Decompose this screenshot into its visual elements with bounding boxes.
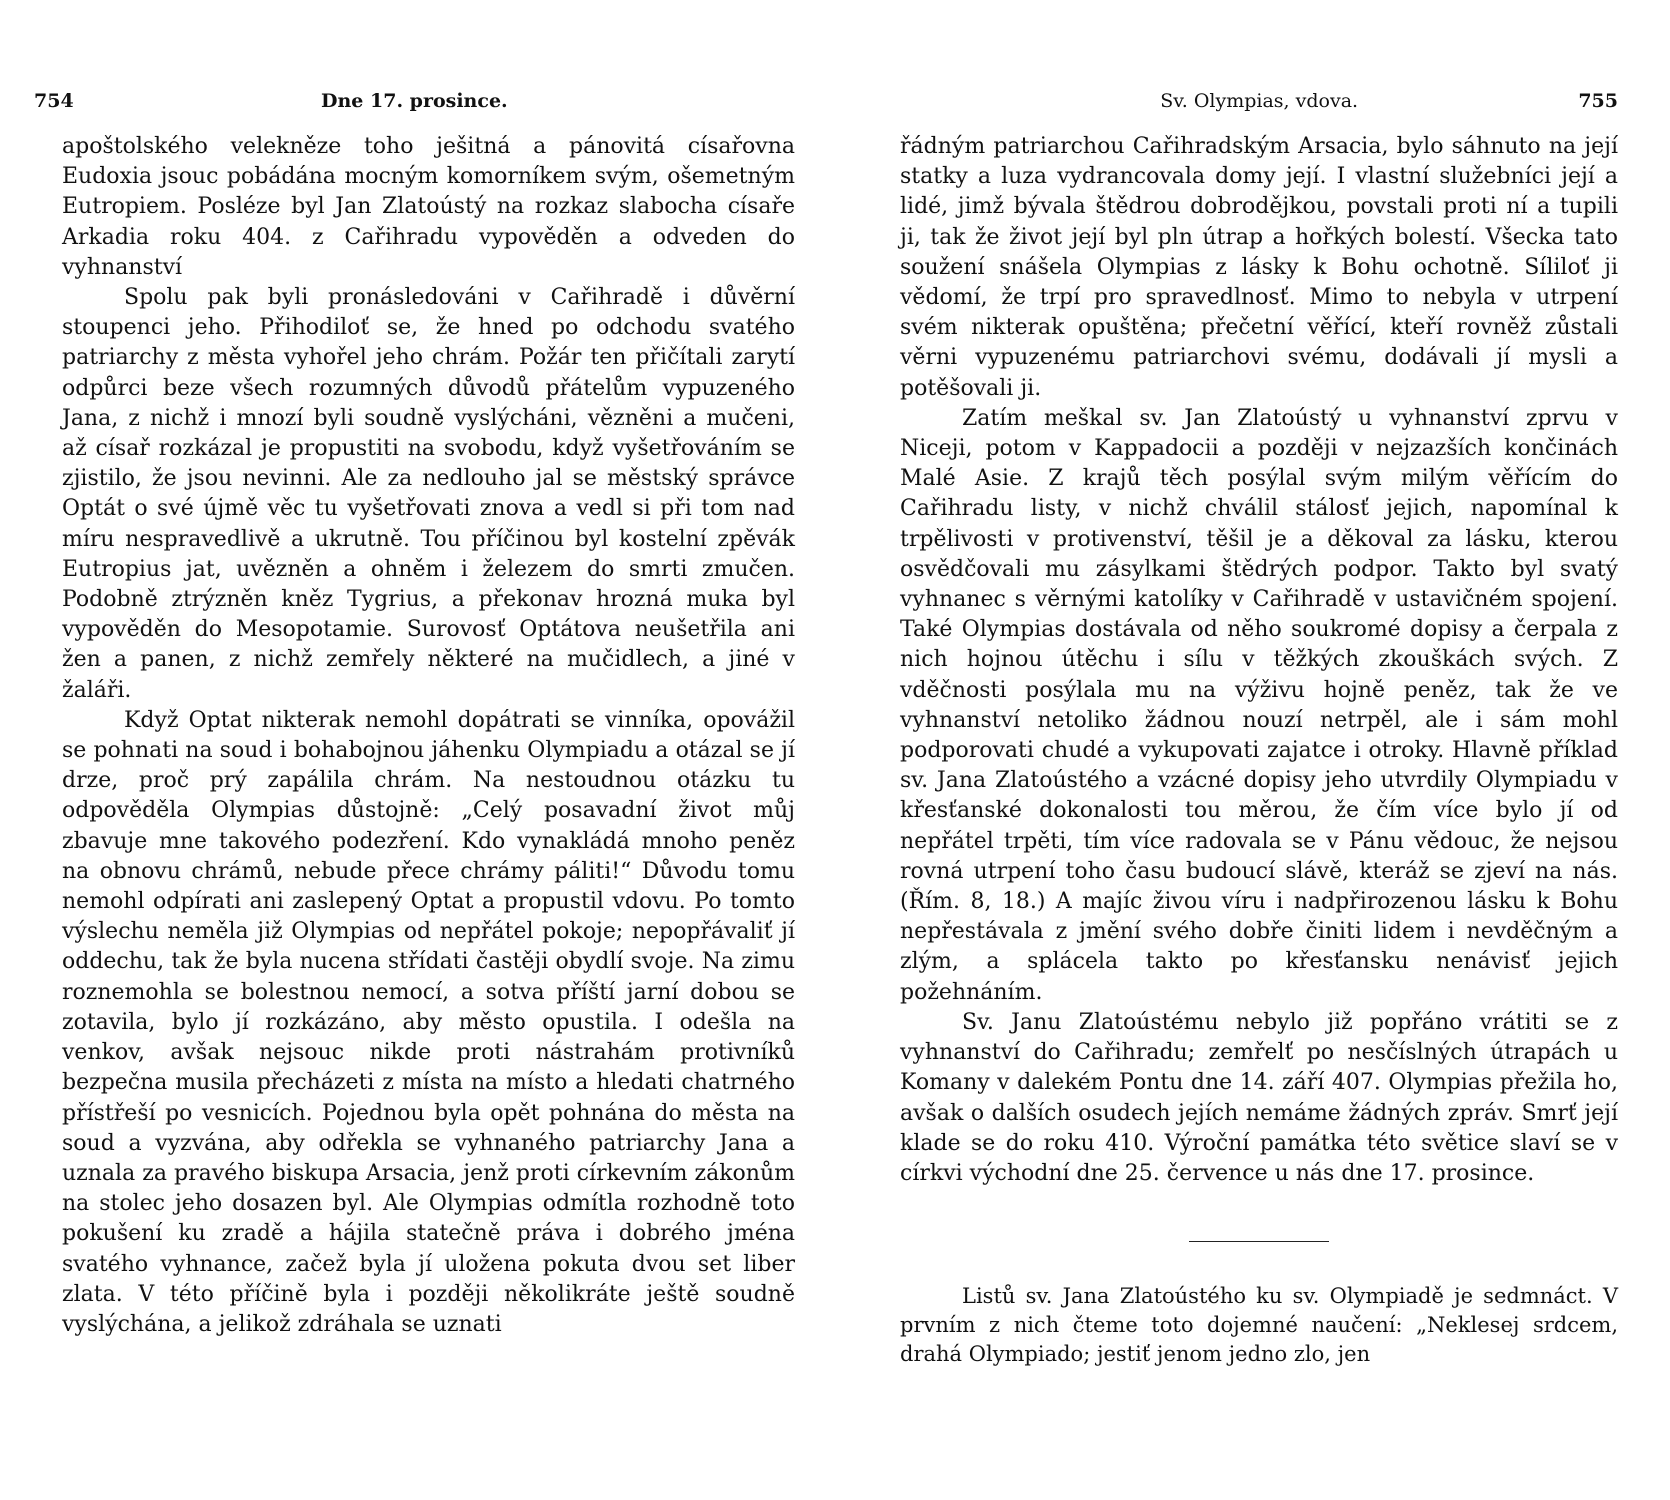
- left-page-number: 754: [34, 90, 74, 112]
- left-paragraph-1: apoštolského velekněze toho ješitná a pánovitá císařovna Eudoxia jsouc pobádána mocným komorníkem svým, ošemetným Eutropiem. Posléze byl Jan Zlatoústý na rozkaz slabocha císaře Arkadia roku 404. z Cařihradu vypověděn a odveden do vyhnanství: [62, 134, 795, 280]
- footnote-text: Listů sv. Jana Zlatoústého ku sv. Olympiadě je sedmnáct. V prvním z nich čteme toto dojemné naučení: „Neklesej srdcem, drahá Olympiado; jestiť jenom jedno zlo, jen: [900, 1284, 1618, 1367]
- footnote-divider: [1189, 1241, 1329, 1242]
- right-running-title: Sv. Olympias, vdova.: [1160, 90, 1359, 112]
- footnote: [900, 1282, 1618, 1369]
- right-paragraph-1: řádným patriarchou Cařihradským Arsacia, bylo sáhnuto na její statky a luza vydrancovala domy její. I vlastní služebníci její a lidé, jimž bývala štědrou dobrodějkou, povstali proti ní a tupili ji, tak že život její byl pln útrap a hořkých bolestí. Všecka tato soužení snášela Olympias z lásky k Bohu ochotně. Síliloť ji vědomí, že trpí pro spravedlnosť. Mimo to nebyla v utrpení svém nikterak opuštěna; přečetní věřící, kteří rovněž zůstali věrni vypuzenému patriarchovi svému, dodávali jí mysli a potěšovali ji.: [900, 134, 1618, 401]
- left-paragraph-3: Když Optat nikterak nemohl dopátrati se vinníka, opovážil se pohnati na soud i bohabojnou jáhenku Olympiadu a otázal se jí drze, proč prý zapálila chrám. Na nestoudnou otázku tu odpověděla Olympias důstojně: „Celý posavadní život můj zbavuje mne takového podezření. Kdo vynakládá mnoho peněz na obnovu chrámů, nebude přece chrámy páliti!“ Důvodu tomu nemohl odpírati ani zaslepený Optat a propustil vdovu. Po tomto výslechu neměla již Olympias od nepřátel pokoje; nepopřávaliť jí oddechu, tak že byla nucena střídati častěji obydlí svoje. Na zimu roznemohla se bolestnou nemocí, a sotva příští jarní dobou se zotavila, bylo jí rozkázáno, aby město opustila. I odešla na venkov, avšak nejsouc nikde proti nástrahám protivníků bezpečna musila přecházeti z místa na místo a hledati chatrného přístřeší po vesnicích. Pojednou byla opět pohnána do města na soud a vyzvána, aby odřekla se vyhnaného patriarchy Jana a uznala za pravého biskupa Arsacia, jenž proti církevním zákonům na stolec jeho dosazen byl. Ale Olympias odmítla rozhodně toto pokušení ku zradě a hájila statečně práva i dobrého jména svatého vyhnance, začež byla jí uložena pokuta dvou set liber zlata. V této příčině byla i později několikráte ještě soudně vyslýchána, a jelikož zdráhala se uznati: [62, 707, 795, 1337]
- left-running-head: [34, 90, 795, 124]
- right-page-number: 755: [1578, 90, 1618, 112]
- right-paragraph-3: Sv. Janu Zlatoústému nebylo již popřáno vrátiti se z vyhnanství do Cařihradu; zemřelť po nesčíslných útrapách u Komany v dalekém Pontu dne 14. září 407. Olympias přežila ho, avšak o dalších osudech jejích nemáme žádných zpráv. Smrť její klade se do roku 410. Výroční památka této světice slaví se v církvi východní dne 25. července u nás dne 17. prosince.: [900, 1009, 1618, 1186]
- right-paragraph-2: Zatím meškal sv. Jan Zlatoústý u vyhnanství zprvu v Niceji, potom v Kappadocii a později v nejzazších končinách Malé Asie. Z krajů těch posýlal svým milým věřícím do Cařihradu listy, v nichž chválil stálosť jejich, napomínal k trpělivosti v protivenství, těšil je a děkoval za lásku, kterou osvědčovali mu zásylkami štědrých podpor. Takto byl svatý vyhnanec s věrnými katolíky v Cařihradě v ustavičném spojení. Také Olympias dostávala od něho soukromé dopisy a čerpala z nich hojnou útěchu i sílu v těžkých zkouškách svých. Z vděčnosti posýlala mu na výživu hojně peněz, tak že ve vyhnanství netoliko žádnou nouzí netrpěl, ale i sám mohl podporovati chudé a vykupovati zajatce i otroky. Hlavně příklad sv. Jana Zlatoústého a vzácné dopisy jeho utvrdily Olympiadu v křesťanské dokonalosti tou měrou, že čím více bylo jí od nepřátel trpěti, tím více radovala se v Pánu vědouc, že nejsou rovná utrpení toho času budoucí slávě, kteráž se zjeví na nás. (Řím. 8, 18.) A majíc živou víru i nadpřirozenou lásku k Bohu nepřestávala z jmění svého dobře činiti lidem i nevděčným a zlým, a splácela takto po křesťansku nenávisť jejich požehnáním.: [900, 405, 1618, 1005]
- left-running-title: Dne 17. prosince.: [321, 90, 508, 112]
- left-paragraph-2: Spolu pak byli pronásledováni v Cařihradě i důvěrní stoupenci jeho. Přihodiloť se, že hned po odchodu svatého patriarchy z města vyhořel jeho chrám. Požár ten přičítali zarytí odpůrci beze všech rozumných důvodů přátelům vypuzeného Jana, z nichž i mnozí byli soudně vyslýcháni, vězněni a mučeni, až císař rozkázal je propustiti na svobodu, když vyšetřováním se zjistilo, že jsou nevinni. Ale za nedlouho jal se městský správce Optát o své újmě věc tu vyšetřovati znova a vedl si při tom nad míru nespravedlivě a ukrutně. Tou příčinou byl kostelní zpěvák Eutropius jat, uvězněn a ohněm i železem do smrti zmučen. Podobně ztrýzněn kněz Tygrius, a překonav hrozná muka byl vypověděn do Mesopotamie. Surovosť Optátova neušetřila ani žen a panen, z nichž zemřely některé na mučidlech, a jiné v žaláři.: [62, 285, 795, 703]
- right-body-text: [900, 132, 1618, 1189]
- right-page: [835, 0, 1670, 1500]
- right-running-head: [900, 90, 1618, 124]
- left-body-text: [62, 132, 795, 1340]
